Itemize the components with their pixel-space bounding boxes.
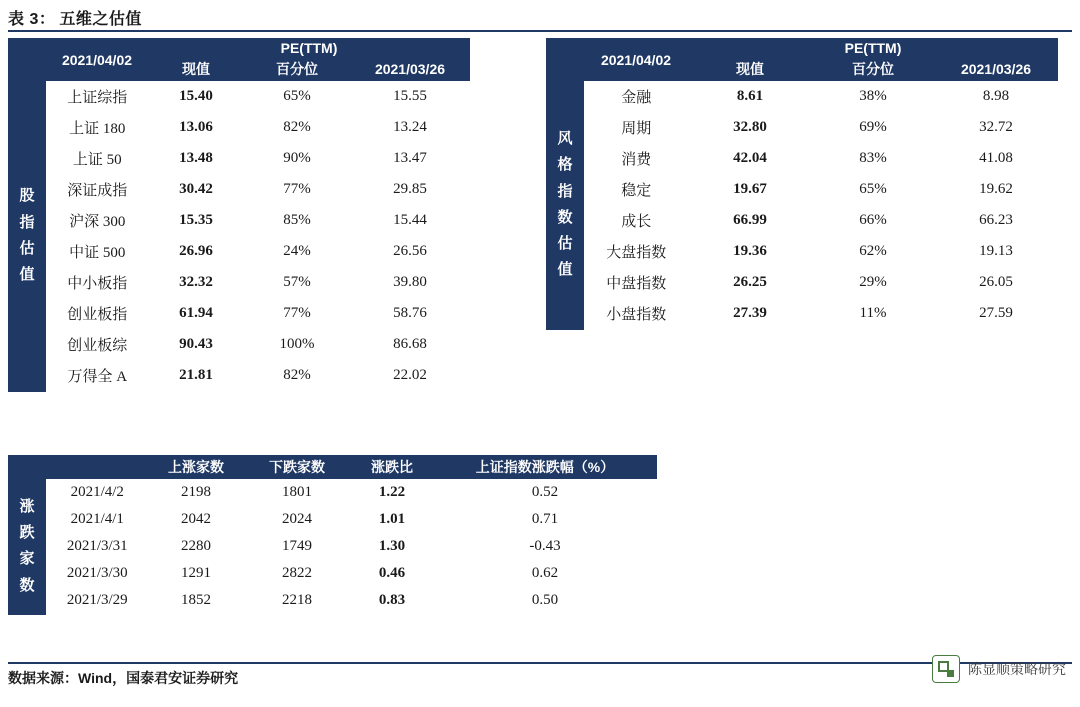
row-ratio: 1.22 (378, 484, 406, 500)
bottom-divider (8, 662, 1072, 664)
left-header-prev-date: 2021/03/26 (351, 58, 470, 81)
table-row (547, 205, 1058, 236)
row-percentile: 57% (283, 274, 311, 290)
row-current: 61.94 (179, 305, 213, 321)
row-name: 大盘指数 (606, 245, 667, 261)
row-current: 42.04 (733, 150, 767, 166)
row-date: 2021/3/30 (66, 565, 128, 581)
row-down: 1749 (282, 538, 312, 554)
bottom-side-label-text: 涨 跌 家 数 (19, 497, 35, 594)
table-row (9, 236, 470, 267)
row-name: 创业板指 (67, 307, 128, 323)
row-prev: 66.23 (979, 212, 1013, 228)
row-current: 90.43 (179, 336, 213, 352)
row-date: 2021/3/29 (66, 592, 128, 608)
bottom-side-label-spacer (9, 456, 46, 479)
row-name: 稳定 (621, 183, 652, 199)
bottom-header-down: 下跌家数 (244, 456, 351, 479)
bottom-header-blank (46, 456, 149, 479)
table-row (547, 81, 1058, 113)
top-divider (8, 30, 1072, 32)
row-prev: 39.80 (393, 274, 427, 290)
right-side-label-spacer (547, 39, 584, 81)
row-down: 1801 (282, 484, 312, 500)
row-prev: 15.44 (393, 212, 427, 228)
row-prev: 22.02 (393, 367, 427, 383)
row-current: 27.39 (733, 305, 767, 321)
table-row (9, 329, 470, 360)
row-current: 32.80 (733, 119, 767, 135)
row-name: 创业板综 (67, 338, 128, 354)
table-header-row (9, 456, 657, 479)
row-ratio: 1.30 (378, 538, 406, 554)
style-index-valuation-table (546, 38, 1058, 330)
row-prev: 19.13 (979, 243, 1013, 259)
row-current: 26.25 (733, 274, 767, 290)
table-row (9, 174, 470, 205)
table-row (547, 174, 1058, 205)
row-current: 19.67 (733, 181, 767, 197)
row-up: 2042 (181, 511, 211, 527)
row-prev: 13.47 (393, 150, 427, 166)
row-name: 消费 (621, 152, 652, 168)
row-date: 2021/3/31 (66, 538, 128, 554)
row-percentile: 66% (859, 212, 887, 228)
row-percentile: 62% (859, 243, 887, 259)
watermark-text: 陈显顺策略研究 (968, 661, 1066, 677)
row-up: 1291 (181, 565, 211, 581)
row-name: 中盘指数 (606, 276, 667, 292)
row-change: -0.43 (529, 538, 561, 554)
row-change: 0.62 (531, 565, 559, 581)
table-row (9, 506, 657, 533)
row-down: 2218 (282, 592, 312, 608)
table-title-text: 五维之估值 (59, 11, 142, 28)
right-header-date: 2021/04/02 (584, 39, 689, 81)
watermark (932, 655, 1066, 683)
table-row (9, 533, 657, 560)
right-side-label-text: 风 格 指 数 估 值 (557, 130, 573, 279)
table-row (9, 587, 657, 614)
row-up: 2198 (181, 484, 211, 500)
table-number: 表 3： (8, 11, 56, 28)
row-name: 万得全 A (67, 369, 128, 385)
row-prev: 13.24 (393, 119, 427, 135)
row-change: 0.50 (531, 592, 559, 608)
row-current: 19.36 (733, 243, 767, 259)
row-date: 2021/4/1 (70, 511, 124, 527)
table-row (547, 143, 1058, 174)
left-side-label (9, 81, 46, 392)
page-title (8, 6, 142, 29)
row-percentile: 82% (283, 367, 311, 383)
row-current: 15.35 (179, 212, 213, 228)
row-ratio: 0.46 (378, 565, 406, 581)
row-name: 深证成指 (67, 183, 128, 199)
row-current: 32.32 (179, 274, 213, 290)
qr-code-icon (932, 655, 960, 683)
bottom-header-up: 上涨家数 (149, 456, 244, 479)
row-ratio: 1.01 (378, 511, 406, 527)
row-current: 15.40 (179, 88, 213, 104)
table-row (9, 267, 470, 298)
table-row (547, 112, 1058, 143)
row-current: 21.81 (179, 367, 213, 383)
row-prev: 86.68 (393, 336, 427, 352)
row-prev: 15.55 (393, 88, 427, 104)
row-percentile: 11% (859, 305, 887, 321)
table-row (9, 479, 657, 507)
row-up: 2280 (181, 538, 211, 554)
left-header-date: 2021/04/02 (46, 39, 149, 81)
table-row (9, 81, 470, 113)
row-ratio: 0.83 (378, 592, 406, 608)
source-note (8, 668, 238, 688)
advance-decline-table (8, 455, 657, 615)
row-change: 0.71 (531, 511, 559, 527)
row-down: 2024 (282, 511, 312, 527)
row-prev: 58.76 (393, 305, 427, 321)
row-name: 中小板指 (67, 276, 128, 292)
stock-index-valuation-table (8, 38, 470, 392)
left-header-group: PE(TTM) (149, 39, 470, 58)
right-header-current: 现值 (689, 58, 812, 81)
row-percentile: 77% (283, 181, 311, 197)
row-change: 0.52 (531, 484, 559, 500)
row-name: 沪深 300 (69, 214, 126, 230)
table-row (547, 298, 1058, 329)
table-header-row (547, 39, 1058, 58)
row-current: 26.96 (179, 243, 213, 259)
table-row (547, 236, 1058, 267)
table-row (9, 143, 470, 174)
left-side-label-text: 股 指 估 值 (19, 187, 35, 283)
row-percentile: 69% (859, 119, 887, 135)
table-row (9, 298, 470, 329)
row-percentile: 29% (859, 274, 887, 290)
source-label: 数据来源： (8, 670, 78, 686)
bottom-header-ratio: 涨跌比 (351, 456, 434, 479)
row-current: 30.42 (179, 181, 213, 197)
left-header-current: 现值 (149, 58, 244, 81)
row-up: 1852 (181, 592, 211, 608)
row-prev: 27.59 (979, 305, 1013, 321)
row-prev: 32.72 (979, 119, 1013, 135)
row-percentile: 77% (283, 305, 311, 321)
row-name: 中证 500 (69, 245, 126, 261)
row-name: 上证 50 (72, 152, 122, 168)
row-prev: 26.56 (393, 243, 427, 259)
row-current: 8.61 (736, 88, 764, 104)
row-prev: 19.62 (979, 181, 1013, 197)
row-percentile: 82% (283, 119, 311, 135)
row-prev: 26.05 (979, 274, 1013, 290)
row-date: 2021/4/2 (70, 484, 124, 500)
table-row (9, 112, 470, 143)
right-header-prev-date: 2021/03/26 (935, 58, 1058, 81)
right-side-label (547, 81, 584, 330)
row-prev: 8.98 (982, 88, 1010, 104)
row-name: 上证综指 (67, 90, 128, 106)
row-prev: 29.85 (393, 181, 427, 197)
source-value: Wind，国泰君安证券研究 (78, 670, 239, 686)
row-down: 2822 (282, 565, 312, 581)
bottom-side-label (9, 479, 46, 615)
table-header-row (9, 39, 470, 58)
row-percentile: 90% (283, 150, 311, 166)
bottom-header-change: 上证指数涨跌幅（%） (434, 456, 657, 479)
row-name: 周期 (621, 121, 652, 137)
row-percentile: 24% (283, 243, 311, 259)
right-header-group: PE(TTM) (689, 39, 1058, 58)
row-percentile: 38% (859, 88, 887, 104)
row-name: 金融 (621, 90, 652, 106)
row-name: 成长 (621, 214, 652, 230)
row-percentile: 100% (279, 336, 315, 352)
row-prev: 41.08 (979, 150, 1013, 166)
row-percentile: 65% (859, 181, 887, 197)
table-row (9, 360, 470, 391)
row-name: 小盘指数 (606, 307, 667, 323)
row-percentile: 65% (283, 88, 311, 104)
right-header-percentile: 百分位 (812, 58, 935, 81)
row-current: 13.06 (179, 119, 213, 135)
table-row (9, 560, 657, 587)
table-row (9, 205, 470, 236)
row-name: 上证 180 (69, 121, 126, 137)
left-header-percentile: 百分位 (244, 58, 351, 81)
row-percentile: 83% (859, 150, 887, 166)
left-side-label-spacer (9, 39, 46, 81)
row-percentile: 85% (283, 212, 311, 228)
row-current: 13.48 (179, 150, 213, 166)
table-row (547, 267, 1058, 298)
row-current: 66.99 (733, 212, 767, 228)
